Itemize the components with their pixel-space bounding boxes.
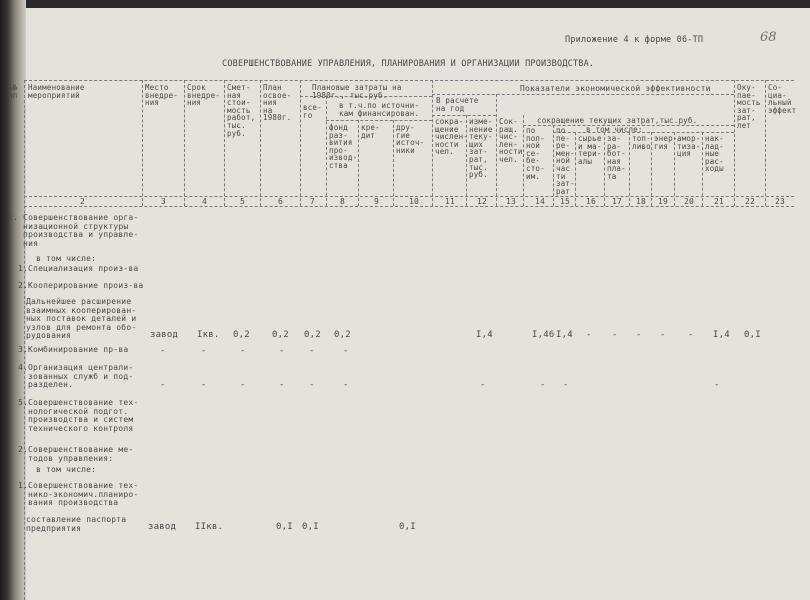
grid-line — [523, 115, 524, 206]
grid-line — [184, 80, 185, 206]
grid-line — [765, 80, 766, 206]
row-subheading: в том числе: — [36, 254, 97, 263]
col-number: 17 — [612, 197, 623, 206]
cell-dash: - — [201, 380, 207, 390]
col-header-place: Место внедре- ния — [145, 83, 179, 108]
row-cooperation: 2.Кооперирование произ-ва — [18, 281, 144, 290]
appendix-label: Приложение 4 к форме 06-ТП — [565, 35, 704, 45]
col-number: 9 — [374, 197, 380, 206]
col-header-plan: План освое- ния на 1980г. — [263, 83, 292, 123]
cell-fund: 0,2 — [334, 330, 351, 340]
col-header-term: Срок внедре- ния — [187, 83, 221, 108]
cell-total: 0,2 — [304, 330, 321, 340]
cell-dash: - — [240, 380, 246, 390]
grid-line — [326, 120, 432, 121]
col-header-full-cost: по пол- ной се- бе- сто- им. — [526, 126, 545, 181]
cell-dash: - — [160, 346, 166, 356]
cell-other: 0,I — [399, 522, 416, 532]
cell-full-cost: I,46 — [532, 330, 555, 340]
grid-line — [432, 94, 734, 95]
grid-line — [734, 80, 735, 206]
cell-dash: - — [480, 380, 486, 390]
col-header-change: изме- нение теку- щих зат- рат, тыс. руб. — [469, 117, 493, 180]
col-header-wages: за- ра- бот- ная пла- та — [607, 134, 626, 181]
col-number: 23 — [775, 197, 786, 206]
cell-dash: - — [309, 346, 315, 356]
row-cooperation-detail: Дальнейшее расширение взаимных кооперирован- ных поставок деталей и узлов для ремонта обо- рудования — [26, 297, 137, 341]
grid-line — [142, 80, 143, 206]
cell-total: 0,I — [302, 522, 319, 532]
row-tech-preparation: 5.Совершенствование тех- нологической подгот. производства и систем технического контроля — [18, 398, 139, 433]
col-number: 13 — [506, 197, 517, 206]
col-header-group-year: В расчете на год — [436, 96, 479, 113]
row-subheading: в том числе: — [36, 465, 97, 474]
col-number: 6 — [278, 197, 284, 206]
col-header-group-sources: в т.ч.по источни- кам финансирован. — [339, 101, 420, 118]
cell-cost: 0,2 — [233, 330, 250, 340]
row-planning: 1.Совершенствование тех- нико-экономич.планиро- вания производства — [18, 481, 139, 508]
col-header-name: Наименование мероприятий — [28, 83, 85, 100]
col-header-total: все- го — [303, 103, 322, 120]
col-header-group-incl: в том числе: — [586, 125, 643, 134]
grid-line — [604, 132, 605, 206]
cell-dash: - — [714, 380, 720, 390]
grid-line — [629, 132, 630, 206]
handwritten-page-number: 68 — [760, 30, 777, 45]
grid-line — [651, 132, 652, 206]
cell-place: завод — [148, 522, 177, 532]
col-number: 19 — [658, 197, 669, 206]
cell-dash: - — [160, 380, 166, 390]
col-number: 10 — [409, 197, 420, 206]
cell-dash: - — [540, 380, 546, 390]
row-passport: составление паспорта предприятия — [26, 515, 127, 533]
col-number: 20 — [684, 197, 695, 206]
col-header-social: Со- циа- льный эффект — [768, 83, 797, 115]
cell-dash: - — [688, 330, 694, 340]
cell-variable: I,4 — [556, 330, 573, 340]
col-number: 11 — [445, 197, 456, 206]
col-header-overhead: нак- лад- ные рас- ходы — [705, 134, 724, 174]
cell-place: завод — [150, 330, 179, 340]
col-number: 7 — [310, 197, 316, 206]
cell-dash: - — [563, 380, 569, 390]
page-title: СОВЕРШЕНСТВОВАНИЕ УПРАВЛЕНИЯ, ПЛАНИРОВАНИЯ И ОРГАНИЗАЦИИ ПРОИЗВОДСТВА. — [222, 59, 595, 69]
col-number: 15 — [560, 197, 571, 206]
col-number: 5 — [240, 197, 246, 206]
cell-dash: - — [201, 346, 207, 356]
grid-line — [358, 120, 359, 206]
grid-line — [496, 94, 497, 206]
col-number: 14 — [535, 197, 546, 206]
row-org-structure: 1. Совершенствование орга- низационной структуры производства и управле- ния — [8, 213, 139, 248]
col-header-headcount: сокра- щение числен- ности чел. — [435, 117, 469, 157]
row-combination: 3.Комбинирование пр-ва — [18, 345, 129, 354]
grid-line — [393, 120, 394, 206]
col-number: 4 — [202, 197, 208, 206]
cell-dash: - — [279, 346, 285, 356]
cell-plan: 0,I — [276, 522, 293, 532]
col-header-energy: энер- гия — [654, 134, 678, 151]
row-specialization: 1.Специализация произ-ва — [18, 264, 139, 273]
col-number: 3 — [161, 197, 167, 206]
col-header-payback: Оку- пае- мость зат- рат, лет — [737, 83, 761, 130]
grid-line — [553, 125, 554, 206]
cell-dash: - — [660, 330, 666, 340]
cell-dash: - — [240, 346, 246, 356]
cell-term: Iкв. — [197, 330, 220, 340]
grid-line — [326, 96, 327, 206]
cell-plan: 0,2 — [272, 330, 289, 340]
grid-line — [300, 80, 301, 206]
cell-dash: - — [586, 330, 592, 340]
cell-dash: - — [279, 380, 285, 390]
col-header-group-econ: Показатели экономической эффективности — [520, 84, 711, 93]
grid-line — [553, 132, 734, 133]
col-header-variable: по пе- ре- мен- ной час ти зат- рат — [556, 126, 575, 196]
col-header-number: №№ пп — [8, 83, 18, 100]
grid-line — [702, 132, 703, 206]
cell-dash: - — [343, 380, 349, 390]
col-header-group-cost: сокращение текущих затрат,тыс.руб. — [537, 116, 698, 125]
col-header-group-plan: Плановые затраты на 1980г., тыс.руб. — [312, 83, 402, 100]
cell-dash: - — [309, 380, 315, 390]
grid-line — [432, 80, 433, 206]
grid-line — [224, 80, 225, 206]
cell-dash: - — [612, 330, 618, 340]
col-header-depreciation: амор- тиза- ция — [677, 134, 701, 159]
col-number: 22 — [745, 197, 756, 206]
grid-line — [24, 80, 794, 81]
col-header-fuel: топ- ливо — [632, 134, 651, 151]
col-header-materials: сырье и ма- тери- алы — [578, 134, 602, 166]
grid-line — [575, 132, 576, 206]
cell-overhead: I,4 — [713, 330, 730, 340]
col-header-fund: фонд раз- вития про- извод- ства — [329, 123, 358, 170]
row-management-methods: 2.Совершенствование ме- тодов управления: — [18, 445, 134, 463]
col-number: 2 — [80, 197, 86, 206]
cell-payback: 0,I — [744, 330, 761, 340]
col-header-cost: Смет- ная стои- мость работ, тыс. руб. — [227, 83, 256, 138]
cell-change: I,4 — [476, 330, 493, 340]
cell-term: IIкв. — [195, 522, 224, 532]
col-number: 18 — [636, 197, 647, 206]
col-header-other: дру- гие источ- ники — [396, 123, 425, 155]
col-header-headcount-red: Сок- ращ. чис- лен- ности чел. — [499, 117, 523, 164]
col-number: 21 — [714, 197, 725, 206]
grid-line — [260, 80, 261, 206]
col-number: 12 — [477, 197, 488, 206]
cell-dash: - — [343, 346, 349, 356]
col-header-credit: кре- дит — [361, 123, 380, 140]
grid-line — [24, 206, 794, 207]
cell-dash: - — [636, 330, 642, 340]
row-central-services: 4.Организация централи- зованных служб и под- разделен. — [18, 363, 134, 390]
col-number: 8 — [340, 197, 346, 206]
grid-line — [432, 115, 496, 116]
col-number: 16 — [586, 197, 597, 206]
grid-line — [24, 80, 25, 600]
